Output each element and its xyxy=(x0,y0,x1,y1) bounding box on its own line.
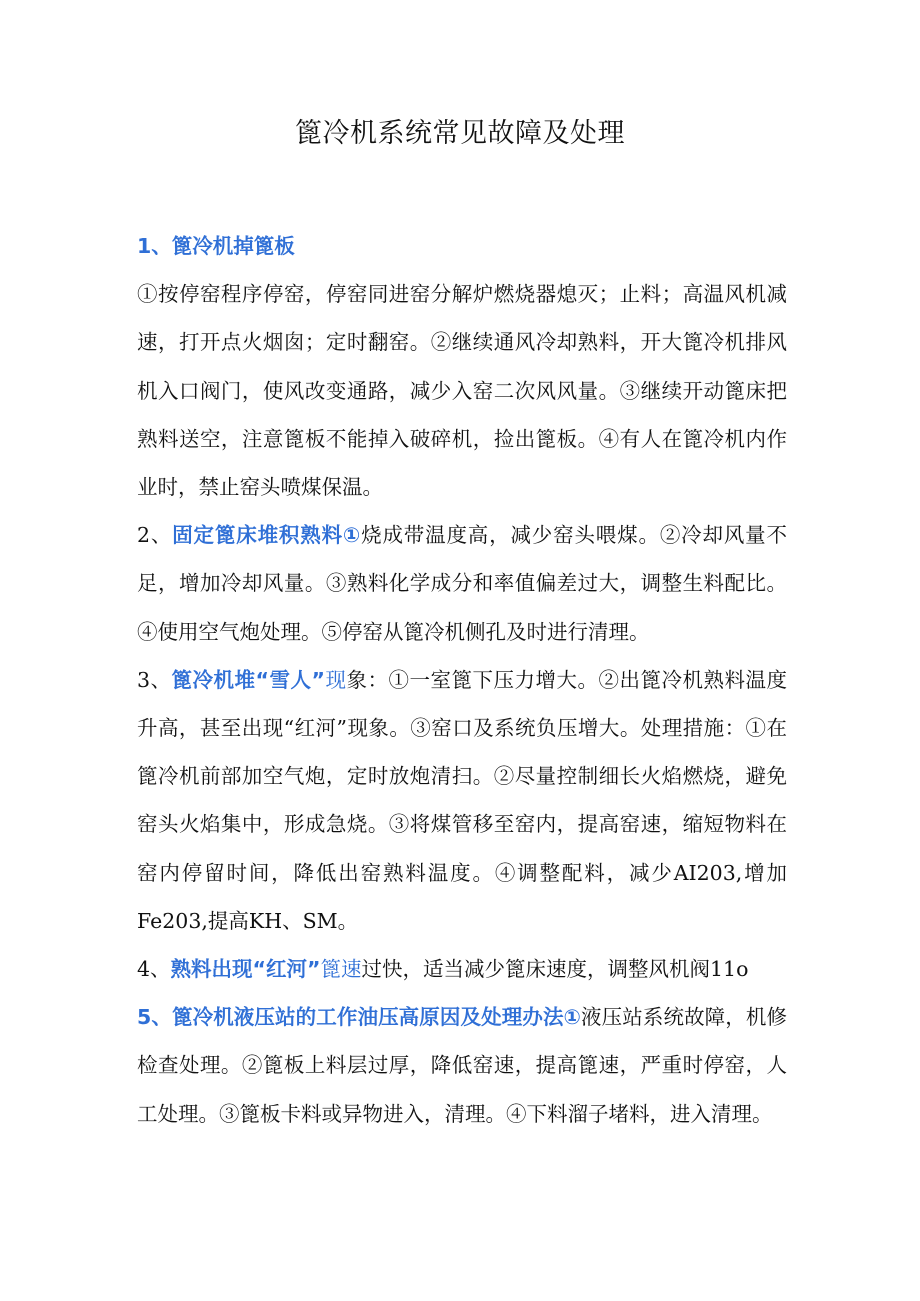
section-number: 4、 xyxy=(137,957,171,982)
section-4 xyxy=(137,945,787,993)
section-body: 液压站系统故障，机修检查处理。②篦板上料层过厚，降低窑速，提高篦速，严重时停窑，人工处理。③篦板卡料或异物进入，清理。④下料溜子堵料，进入清理。 xyxy=(137,1005,788,1126)
section-number: 1、 xyxy=(137,234,172,258)
section-2 xyxy=(137,511,787,656)
section-heading: 篦冷机掉篦板 xyxy=(171,234,295,258)
section-heading: 固定篦床堆积熟料① xyxy=(172,523,362,548)
section-body: 象：①一室篦下压力增大。②出篦冷机熟料温度升高，甚至出现“红河”现象。③窑口及系统负压增大。处理措施：①在篦冷机前部加空气炮，定时放炮清扫。②尽量控制细长火焰燃烧，避免窑头火焰集中，形成急烧。③将煤管移至窑内，提高窑速，缩短物料在窑内停留时间，降低出窑熟料温度。④调整配料，减少AI203,增加Fe203,提高KH、SM。 xyxy=(137,667,787,933)
document-body xyxy=(137,222,787,1138)
section-body: 烧成带温度高，减少窑头喂煤。②冷却风量不足，增加冷却风量。③熟料化学成分和率值偏差过大，调整生料配比。④使用空气炮处理。⑤停窑从篦冷机侧孔及时进行清理。 xyxy=(137,523,788,644)
section-heading-tail: 篦速 xyxy=(320,957,362,982)
page-title: 篦冷机系统常见故障及处理 xyxy=(295,118,625,149)
section-1 xyxy=(137,222,787,511)
section-3 xyxy=(137,656,787,945)
section-number: 2、 xyxy=(137,523,173,548)
section-body: ①按停窑程序停窑，停窑同进窑分解炉燃烧器熄灭；止料；高温风机减速，打开点火烟囱；定时翻窑。②继续通风冷却熟料，开大篦冷机排风机入口阀门，使风改变通路，减少入窑二次风风量。③继续开动篦床把熟料送空，注意篦板不能掉入破碎机，捡出篦板。④有人在篦冷机内作业时，禁止窑头喷煤保温。 xyxy=(137,282,787,500)
section-number: 3、 xyxy=(137,667,172,692)
section-body: 过快，适当减少篦床速度，调整风机阀11o xyxy=(361,957,749,982)
section-heading: 熟料出现“红河” xyxy=(170,957,321,982)
section-number: 5、 xyxy=(137,1005,172,1030)
section-heading: 篦冷机堆“雪人” xyxy=(171,667,325,692)
section-5 xyxy=(137,993,787,1138)
section-heading-tail: 现 xyxy=(325,667,347,692)
section-heading: 篦冷机液压站的工作油压高原因及处理办法① xyxy=(171,1005,582,1030)
